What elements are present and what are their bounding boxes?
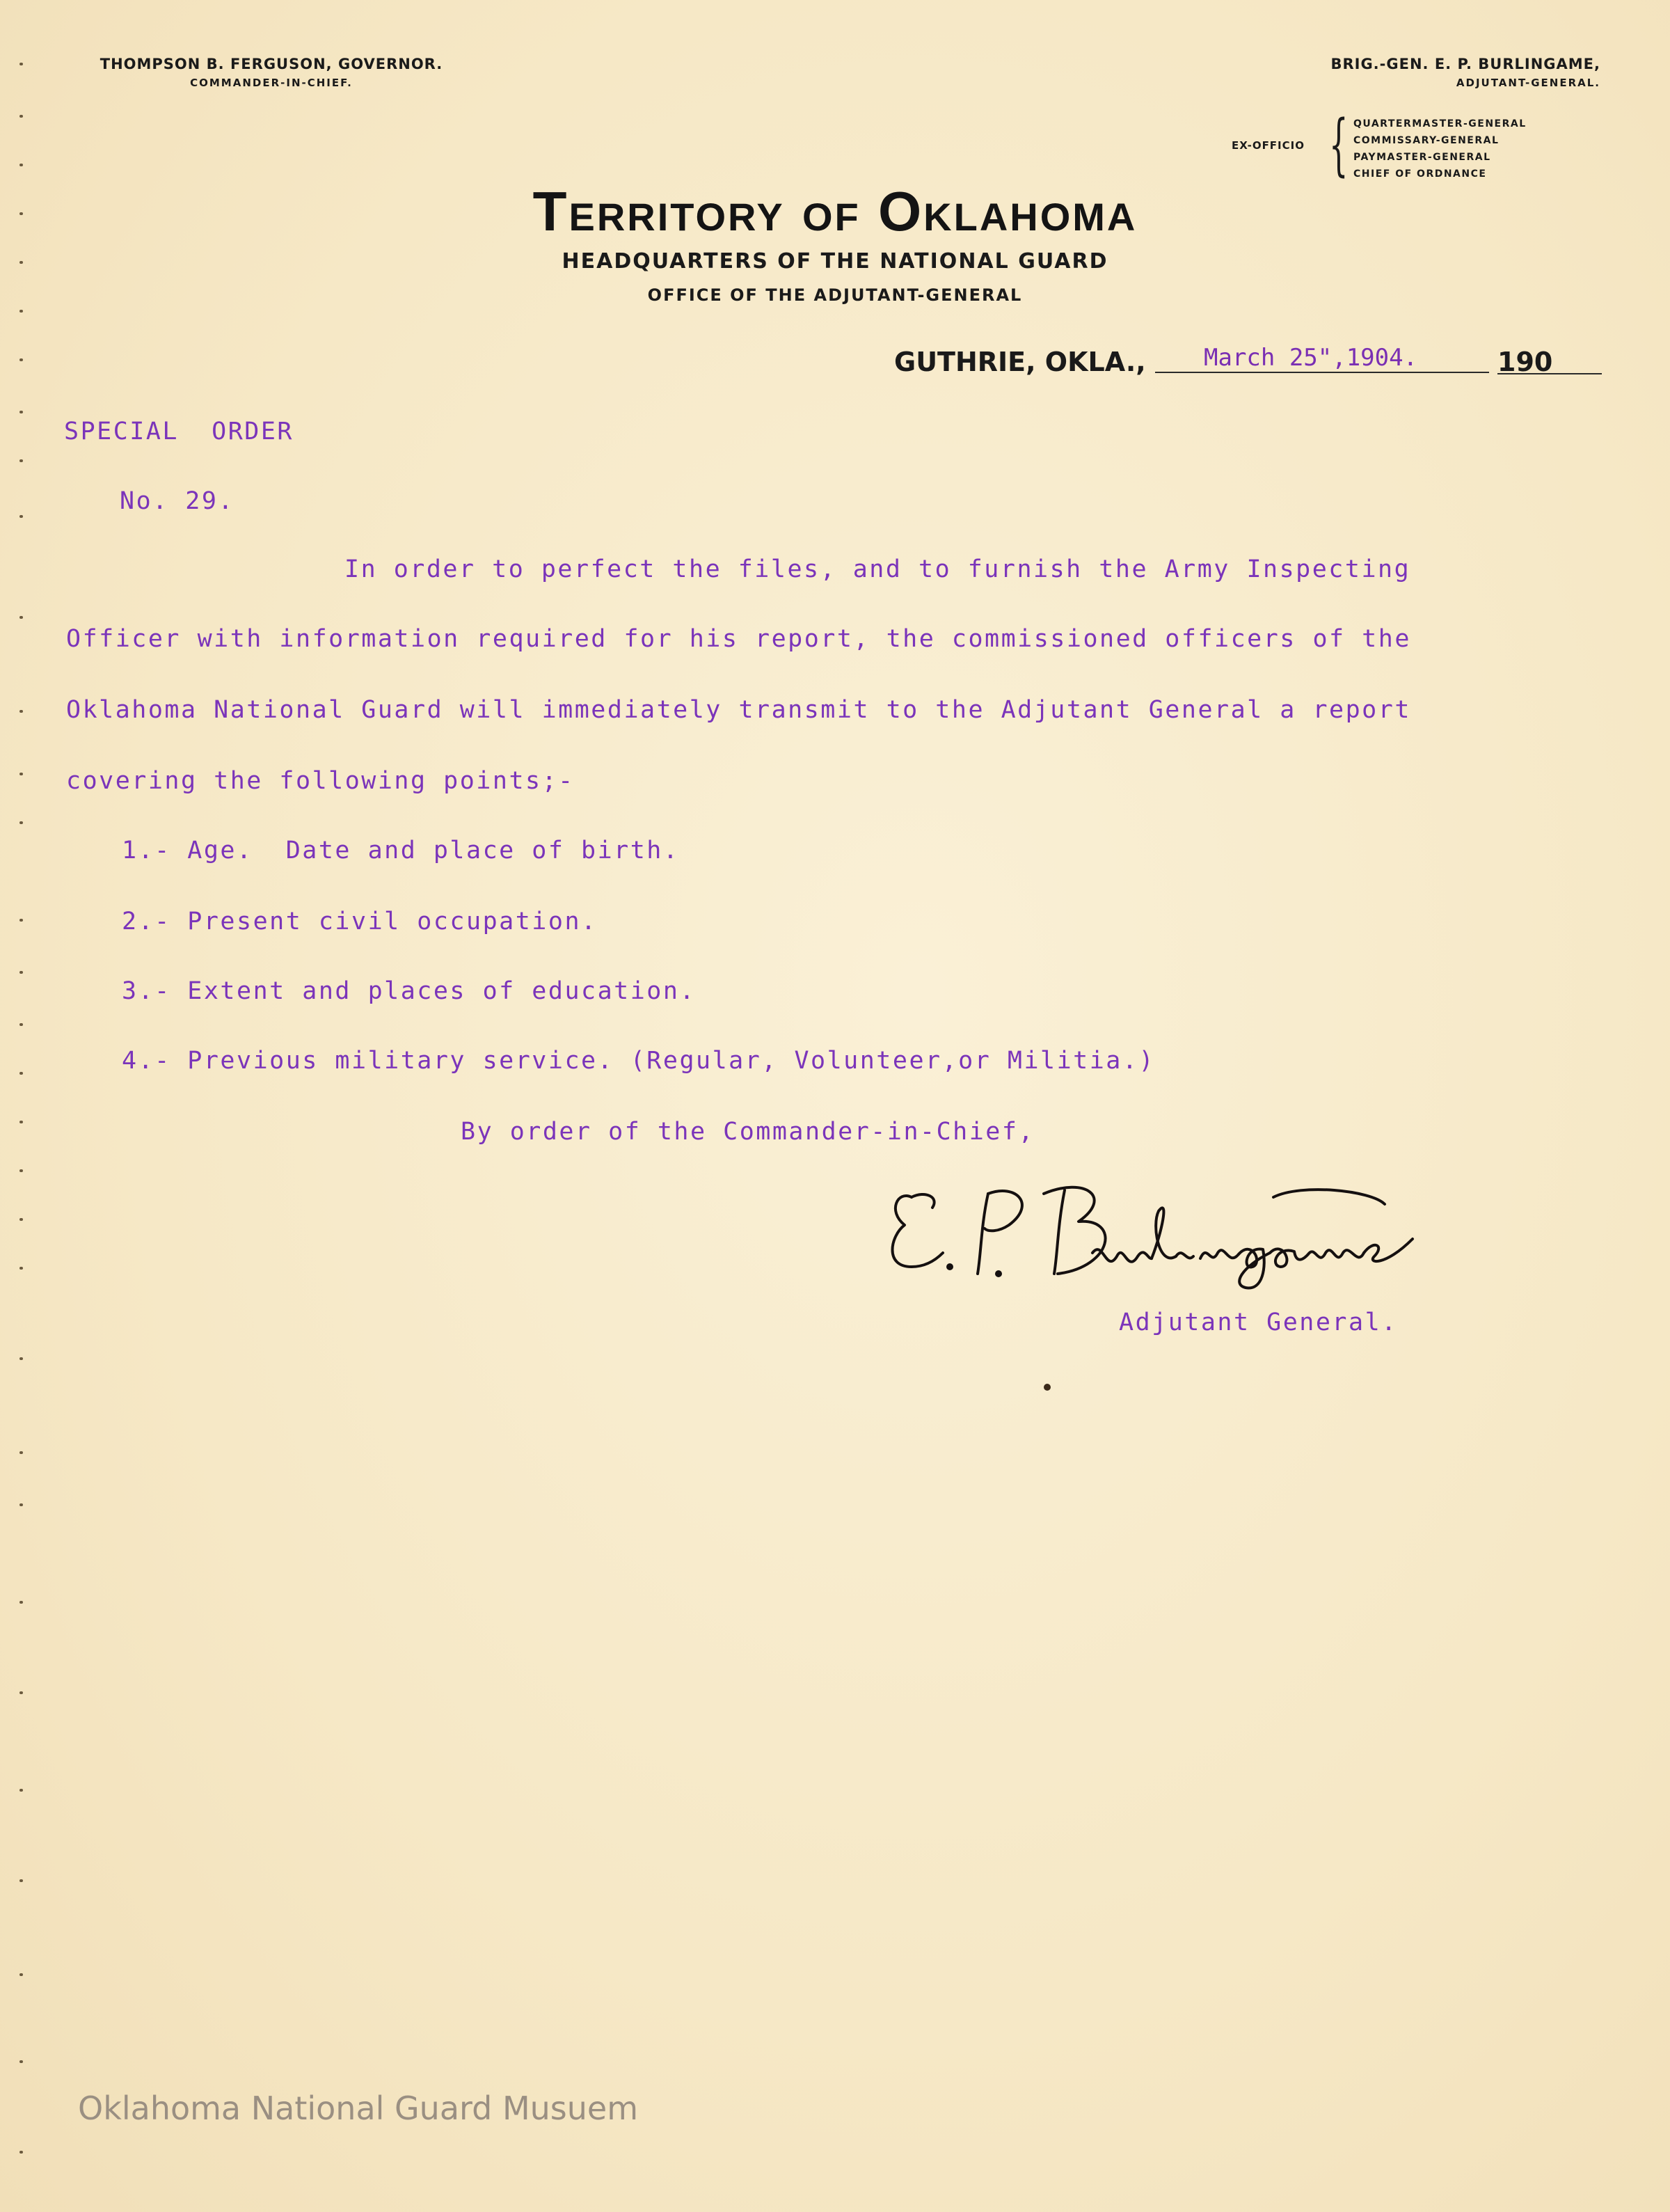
museum-watermark: Oklahoma National Guard Musuem xyxy=(78,2089,639,2127)
year-blank-line xyxy=(1497,373,1602,374)
closing-line: By order of the Commander-in-Chief, xyxy=(461,1118,1035,1146)
paragraph-line: Officer with information required for his report, the commissioned officers of the xyxy=(66,625,1411,653)
paragraph-line: Oklahoma National Guard will immediately transmit to the Adjutant General a report xyxy=(66,696,1411,724)
place-label: GUTHRIE, OKLA., xyxy=(894,347,1146,377)
office-line: OFFICE OF THE ADJUTANT-GENERAL xyxy=(647,285,1023,305)
point-item: 2.- Present civil occupation. xyxy=(122,908,598,935)
headquarters-line: HEADQUARTERS OF THE NATIONAL GUARD xyxy=(562,249,1108,274)
adjutant-name: BRIG.-GEN. E. P. BURLINGAME, xyxy=(1330,56,1600,72)
order-number: No. 29. xyxy=(120,487,235,515)
signature xyxy=(884,1169,1538,1295)
ex-officio-label: EX-OFFICIO xyxy=(1232,139,1305,152)
signer-title: Adjutant General. xyxy=(1119,1309,1398,1336)
adjutant-block xyxy=(1183,56,1600,89)
paragraph-line: covering the following points;- xyxy=(66,767,575,795)
typed-date: March 25",1904. xyxy=(1204,344,1418,372)
order-heading: SPECIAL ORDER xyxy=(64,418,294,445)
office-item: PAYMASTER-GENERAL xyxy=(1353,152,1491,163)
ink-spot xyxy=(1044,1384,1051,1391)
office-item: QUARTERMASTER-GENERAL xyxy=(1353,118,1527,129)
office-item: COMMISSARY-GENERAL xyxy=(1353,135,1500,146)
governor-title: COMMANDER-IN-CHIEF. xyxy=(190,77,353,89)
governor-block xyxy=(70,56,473,89)
paragraph-line: In order to perfect the files, and to furnish the Army Inspecting xyxy=(344,555,1411,583)
adjutant-title: ADJUTANT-GENERAL. xyxy=(1456,77,1600,89)
point-item: 3.- Extent and places of education. xyxy=(122,977,697,1005)
governor-name: THOMPSON B. FERGUSON, GOVERNOR. xyxy=(100,56,443,72)
ex-officio-offices xyxy=(1353,116,1527,182)
point-item: 1.- Age. Date and place of birth. xyxy=(122,837,680,864)
point-item: 4.- Previous military service. (Regular, Volunteer,or Militia.) xyxy=(122,1047,1156,1075)
brace-icon: { xyxy=(1329,106,1349,184)
letterhead-title: Territory of Oklahoma xyxy=(532,180,1138,242)
year-prefix: 190 xyxy=(1497,347,1553,377)
office-item: CHIEF OF ORDNANCE xyxy=(1353,168,1487,180)
